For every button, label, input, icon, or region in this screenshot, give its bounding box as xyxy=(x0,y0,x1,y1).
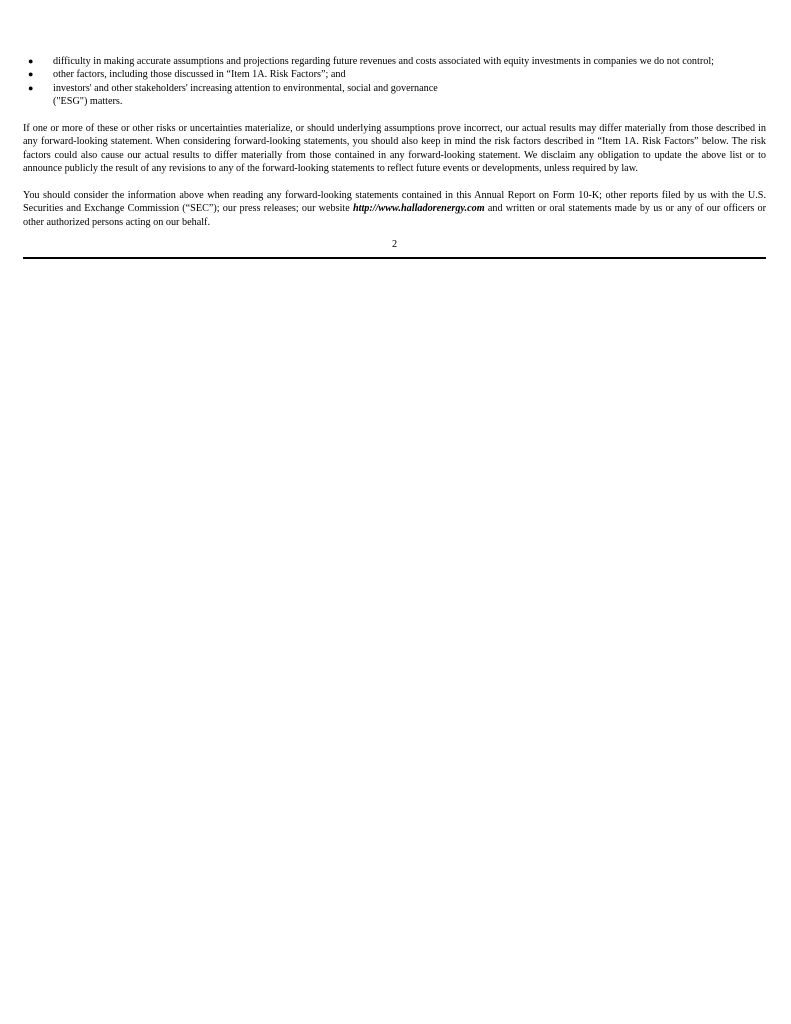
paragraph-text: and written or oral statements made by us or any of our officers or other authorized persons acting on our behalf. xyxy=(23,203,766,228)
bullet-icon: ● xyxy=(28,56,34,66)
list-item xyxy=(23,55,766,68)
list-item xyxy=(23,68,766,81)
bullet-text-line: ("ESG") matters. xyxy=(53,96,123,108)
information-sources-paragraph xyxy=(23,189,766,229)
bullet-text: difficulty in making accurate assumptions and projections regarding future revenues and costs associated with equity investments in companies we do not control; xyxy=(53,56,714,67)
paragraph-text: You should consider the information above when reading any forward-looking statements contained in this Annual Report on Form 10-K; other reports filed by us with the U.S. Securities and Exchange Commission (“SEC”); our press releases; our website xyxy=(23,190,766,215)
bullet-icon: ● xyxy=(28,69,34,80)
bullet-list xyxy=(23,55,766,109)
page-content xyxy=(23,55,766,259)
bullet-text: other factors, including those discussed in “Item 1A. Risk Factors”; and xyxy=(53,69,346,81)
list-item xyxy=(23,82,766,109)
website-link[interactable]: http://www.halladorenergy.com xyxy=(352,203,485,215)
risk-disclaimer-paragraph: If one or more of these or other risks or uncertainties materialize, or should underlying assumptions prove incorrect, our actual results may differ materially from those described in any forward-looking statement. When considering forward-looking statements, you should also keep in mind the risk factors described in “Item 1A. Risk Factors” below. The risk factors could also cause our actual results to differ materially from those contained in any forward-looking statement. We disclaim any obligation to update the above list or to announce publicly the result of any revisions to any of the forward-looking statements to reflect future events or developments, unless required by law. xyxy=(23,123,766,175)
bullet-text-line: investors' and other stakeholders' increasing attention to environmental, social and governance xyxy=(53,82,438,94)
page-divider xyxy=(23,257,766,259)
bullet-icon: ● xyxy=(28,82,34,93)
page-number: 2 xyxy=(391,239,398,251)
